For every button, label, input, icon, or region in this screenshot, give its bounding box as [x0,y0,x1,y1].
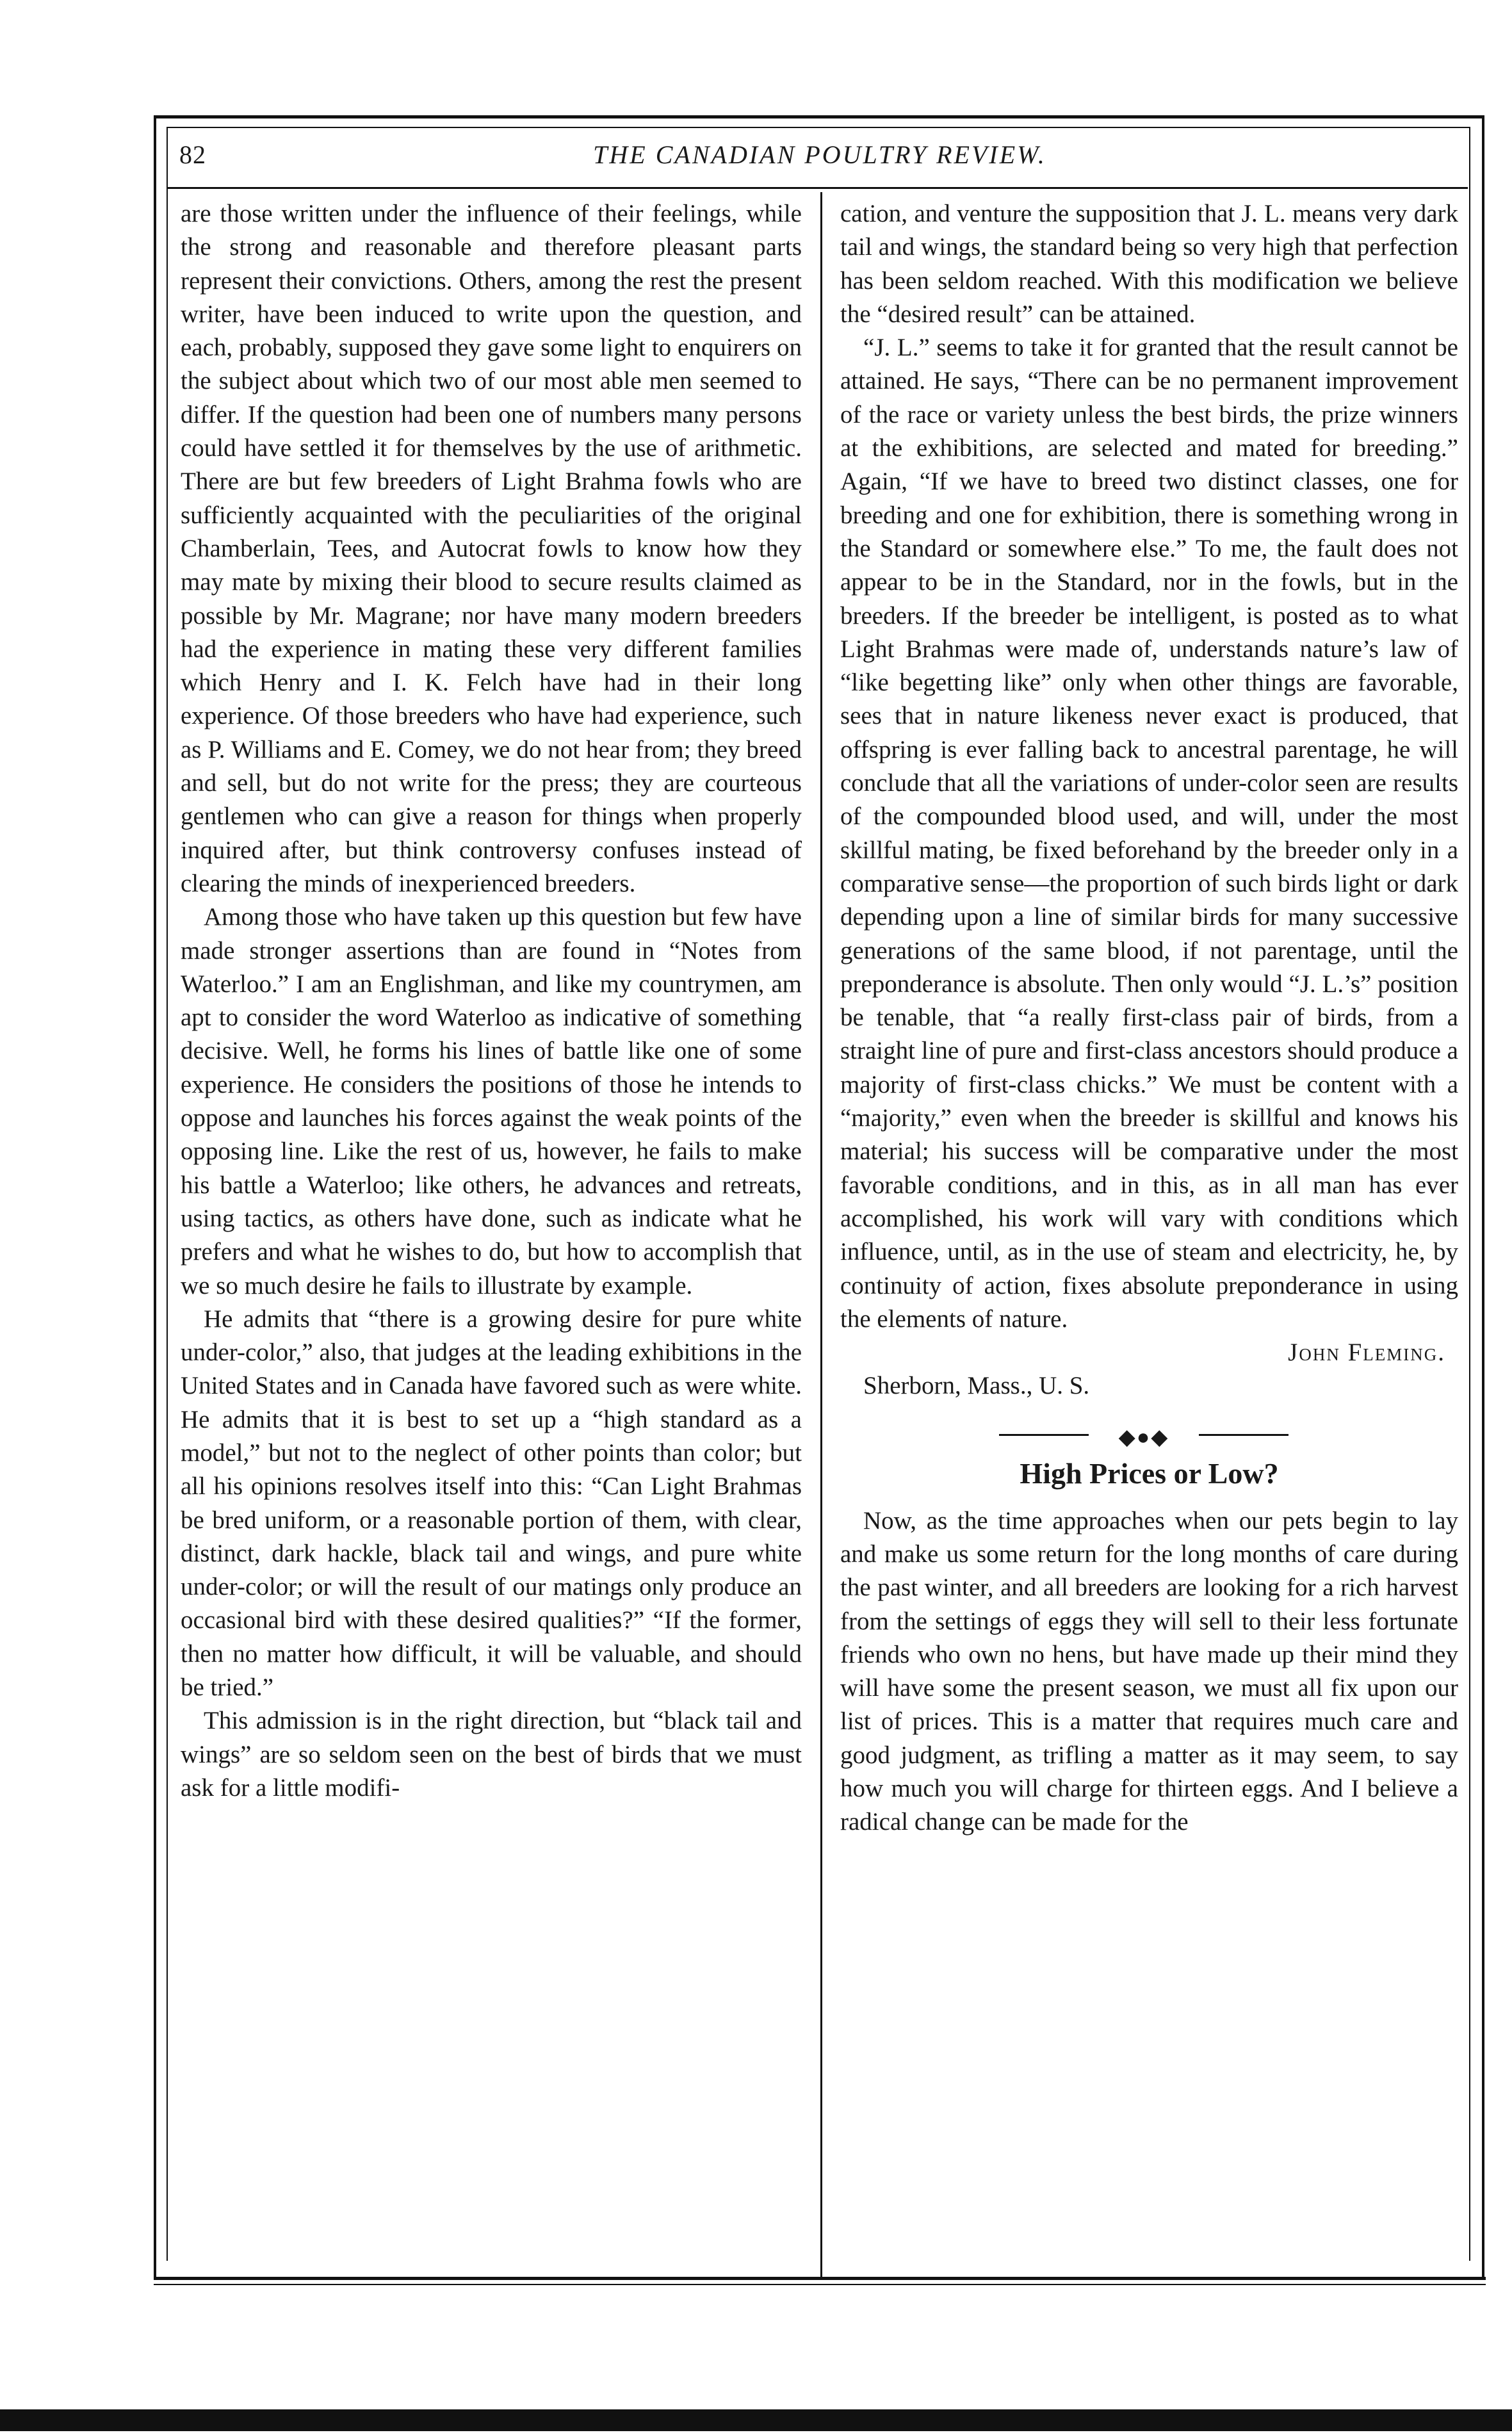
header-rule [168,187,1468,189]
section-ornament [840,1425,1458,1449]
article-paragraph: are those written under the influence of their feelings, while the strong and reasonable and therefore pleasant parts represent their convictions. Others, among the rest the present writer, have been induced to write upon the question, and each, probably, supposed they gave some light to enquirers on the subject about which two of our most able men seemed to differ. If the question had been one of numbers many persons could have settled it for themselves by the use of arithmetic. There are but few breeders of Light Brahma fowls who are sufficiently acquainted with the peculiarities of the original Chamberlain, Tees, and Autocrat fowls to know how they may mate by mixing their blood to secure results claimed as possible by Mr. Magrane; nor have many modern breeders had the experience in mating these very different families which Henry and I. K. Felch have had in their long experience. Of those breeders who have had experience, such as P. Williams and E. Comey, we do not hear from; they breed and sell, but do not write for the press; they are courteous gentlemen who can give a reason for things when properly inquired after, but think controversy confuses instead of clearing the minds of inexperienced breeders. [181,200,802,897]
author-location: Sherborn, Mass., U. S. [863,1372,1090,1400]
page-header [179,140,1460,178]
section-title: High Prices or Low? [1020,1456,1279,1490]
article-paragraph: Now, as the time approaches when our pets begin to lay and make us some return for the long months of care during the past winter, and all breeders are looking for a rich harvest from the settings of eggs they will sell to their less fortunate friends who own no hens, but have made up their mind they will have some the present season, we must all fix upon our list of prices. This is a matter that requires much care and good judgment, as trifling a matter as it may seem, to say how much you will charge for thirteen eggs. And I believe a radical change can be made for the [840,1506,1458,1836]
article-paragraph: This admission is in the right direction, but “black tail and wings” are so seldom seen on the best of birds that we must ask for a little modifi- [181,1707,802,1802]
left-column [181,197,802,2266]
scan-edge-bar [0,2409,1512,2431]
article-paragraph: He admits that “there is a growing desire for pure white under-color,” also, that judges at the leading exhibitions in the United States and in Canada have favored such as were white. He admits that it is best to set up a “high standard as a model,” but not to the neglect of other points than color; but all his opinions resolves itself into this: “Can Light Brahmas be bred uniform, or a reasonable portion of them, with clear, distinct, dark hackle, black tail and wings, and pure white under-color; or will the result of our matings only produce an occasional bird with these desired qualities?” “If the former, then no matter how difficult, it will be valuable, and should be tried.” [181,1305,802,1702]
ornament-glyph: ◆●◆ [1118,1425,1169,1449]
article-paragraph: cation, and venture the supposition that J. L. means very dark tail and wings, the standard being so very high that perfection has been seldom reached. With this modification we believe the “desired result” can be attained. [840,200,1458,328]
journal-title: THE CANADIAN POULTRY REVIEW. [593,140,1046,169]
author-signature: John Fleming. [1288,1339,1445,1367]
ornament-line-right [1199,1434,1288,1436]
column-divider [820,192,822,2280]
article-paragraph: “J. L.” seems to take it for granted that the result cannot be attained. He says, “There can be no permanent improvement of the race or variety unless the best birds, the prize winners at the exhibitions, are selected and mated for breeding.” Again, “If we have to breed two distinct classes, one for breeding and one for exhibition, there is something wrong in the Standard or somewhere else.” To me, the fault does not appear to be in the Standard, nor in the fowls, but in the breeders. If the breeder be intelligent, is posted as to what Light Brahmas were made of, understands nature’s law of “like begetting like” only when other things are favorable, sees that in nature likeness never exact is produced, that offspring is ever falling back to ancestral parentage, he will conclude that all the variations of under-color seen are results of the compounded blood used, and will, under the most skillful mating, be fixed beforehand by the breeder only in a comparative sense—the proportion of such birds light or dark depending upon a line of similar birds for many successive generations of the same blood, if not parentage, until the preponderance is absolute. Then only would “J. L.’s” position be tenable, that “a really first-class pair of birds, from a straight line of pure and first-class ancestors should produce a majority of first-class chicks.” We must be content with a “majority,” even when the breeder is skillful and knows his material; his success will be comparative under the most favorable conditions, and in this, as in all man has ever accomplished, his work will vary with conditions which influence, until, as in the use of steam and electricity, he, by continuity of action, fixes absolute preponderance in using the elements of nature. [840,334,1458,1333]
article-paragraph: Among those who have taken up this question but few have made stronger assertions than are found in “Notes from Waterloo.” I am an Englishman, and like my countrymen, am apt to consider the word Waterloo as indicative of something decisive. Well, he forms his lines of battle like one of some experience. He considers the positions of those he intends to oppose and launches his forces against the weak points of the opposing line. Like the rest of us, however, he fails to make his battle a Waterloo; like others, he advances and retreats, using tactics, as others have done, such as indicate what he prefers and what he wishes to do, but how to accomplish that we so much desire he fails to illustrate by example. [181,903,802,1299]
ornament-line-left [999,1434,1089,1436]
bottom-rule [154,2277,1486,2280]
bottom-rule-thin [154,2284,1486,2285]
right-column [840,197,1458,2266]
page-number: 82 [179,140,206,169]
